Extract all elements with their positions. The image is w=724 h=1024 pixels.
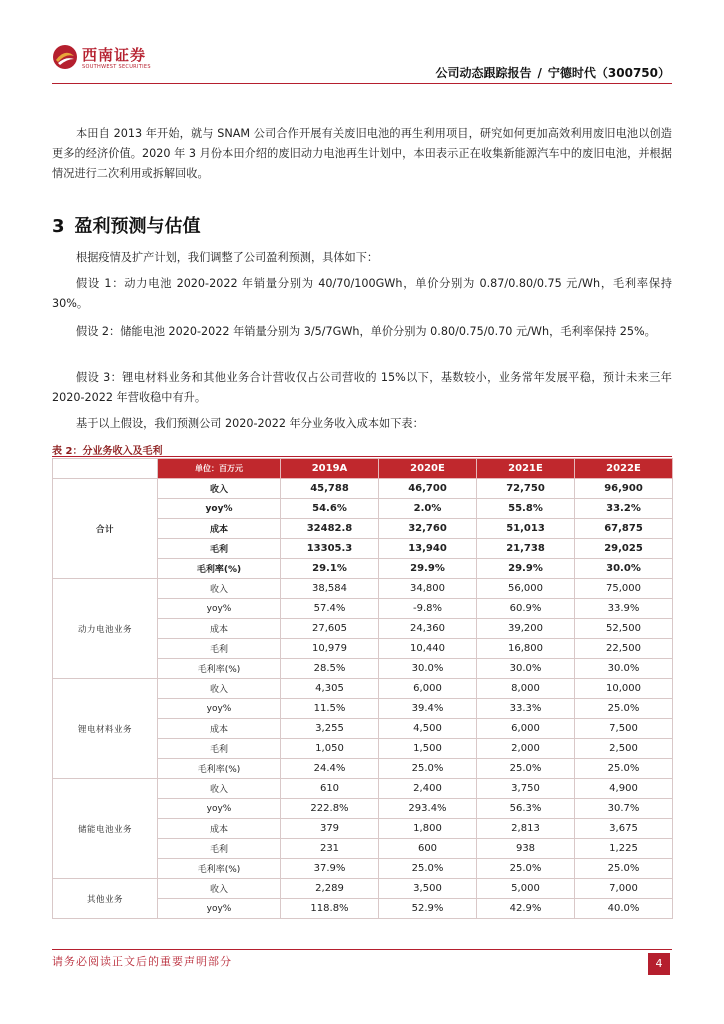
value-cell: 2,289 — [281, 879, 379, 899]
value-cell: 29,025 — [575, 539, 673, 559]
table-caption-divider — [52, 456, 672, 457]
value-cell: 40.0% — [575, 899, 673, 919]
value-cell: 2,400 — [379, 779, 477, 799]
value-cell: 4,500 — [379, 719, 477, 739]
value-cell: 33.2% — [575, 499, 673, 519]
value-cell: 10,000 — [575, 679, 673, 699]
metric-label-cell: 成本 — [158, 819, 281, 839]
metric-label-cell: 成本 — [158, 619, 281, 639]
value-cell: 34,800 — [379, 579, 477, 599]
value-cell: 30.0% — [575, 659, 673, 679]
value-cell: 600 — [379, 839, 477, 859]
paragraph-assumption-2: 假设 2：储能电池 2020-2022 年销量分别为 3/5/7GWh，单价分别为 0.80/0.75/0.70 元/Wh，毛利率保持 25%。 — [76, 325, 656, 338]
value-cell: 25.0% — [379, 859, 477, 879]
value-cell: 11.5% — [281, 699, 379, 719]
value-cell: 29.9% — [477, 559, 575, 579]
value-cell: 6,000 — [379, 679, 477, 699]
report-title — [435, 64, 670, 81]
value-cell: 52,500 — [575, 619, 673, 639]
metric-label-cell: yoy% — [158, 499, 281, 519]
value-cell: 2,500 — [575, 739, 673, 759]
metric-label-cell: 成本 — [158, 519, 281, 539]
value-cell: 7,500 — [575, 719, 673, 739]
value-cell: 56.3% — [477, 799, 575, 819]
value-cell: 39.4% — [379, 699, 477, 719]
metric-label-cell: yoy% — [158, 599, 281, 619]
value-cell: 25.0% — [477, 759, 575, 779]
table-row — [53, 579, 673, 599]
value-cell: 67,875 — [575, 519, 673, 539]
value-cell: 21,738 — [477, 539, 575, 559]
table-row — [53, 779, 673, 799]
segment-name-cell: 动力电池业务 — [53, 579, 158, 679]
metric-label-cell: 收入 — [158, 879, 281, 899]
header-year: 2022E — [575, 459, 673, 479]
metric-label-cell: 毛利率(%) — [158, 559, 281, 579]
value-cell: 39,200 — [477, 619, 575, 639]
header-blank-cell — [53, 459, 158, 479]
value-cell: 10,979 — [281, 639, 379, 659]
header-year: 2021E — [477, 459, 575, 479]
logo-chinese-name: 西南证券 — [82, 46, 147, 64]
value-cell: 29.9% — [379, 559, 477, 579]
footer-disclaimer: 请务必阅读正文后的重要声明部分 — [52, 955, 232, 968]
value-cell: 30.0% — [575, 559, 673, 579]
value-cell: 231 — [281, 839, 379, 859]
metric-label-cell: 毛利 — [158, 639, 281, 659]
value-cell: 54.6% — [281, 499, 379, 519]
value-cell: 3,675 — [575, 819, 673, 839]
metric-label-cell: 收入 — [158, 479, 281, 499]
company-logo — [52, 42, 162, 78]
value-cell: 3,750 — [477, 779, 575, 799]
value-cell: 30.0% — [379, 659, 477, 679]
segment-name-cell: 锂电材料业务 — [53, 679, 158, 779]
value-cell: 37.9% — [281, 859, 379, 879]
value-cell: 60.9% — [477, 599, 575, 619]
value-cell: 2,813 — [477, 819, 575, 839]
value-cell: 13305.3 — [281, 539, 379, 559]
paragraph-table-lead: 基于以上假设，我们预测公司 2020-2022 年分业务收入成本如下表： — [76, 417, 424, 430]
value-cell: 32,760 — [379, 519, 477, 539]
value-cell: 32482.8 — [281, 519, 379, 539]
value-cell: 610 — [281, 779, 379, 799]
value-cell: 51,013 — [477, 519, 575, 539]
footer-divider — [52, 949, 672, 950]
logo-mark-icon — [52, 44, 78, 70]
metric-label-cell: yoy% — [158, 899, 281, 919]
value-cell: 25.0% — [477, 859, 575, 879]
value-cell: 25.0% — [379, 759, 477, 779]
section-heading — [52, 212, 201, 238]
value-cell: 30.0% — [477, 659, 575, 679]
company-name: 宁德时代（300750） — [547, 66, 670, 80]
page-number: 4 — [648, 953, 670, 975]
header-year: 2019A — [281, 459, 379, 479]
segment-name-cell: 其他业务 — [53, 879, 158, 919]
header-year: 2020E — [379, 459, 477, 479]
value-cell: 938 — [477, 839, 575, 859]
metric-label-cell: 收入 — [158, 579, 281, 599]
value-cell: 3,255 — [281, 719, 379, 739]
table-caption: 表 2：分业务收入及毛利 — [52, 446, 163, 457]
value-cell: 1,800 — [379, 819, 477, 839]
segment-revenue-table — [52, 458, 673, 919]
value-cell: 118.8% — [281, 899, 379, 919]
value-cell: 46,700 — [379, 479, 477, 499]
value-cell: 1,500 — [379, 739, 477, 759]
table-row — [53, 479, 673, 499]
value-cell: 75,000 — [575, 579, 673, 599]
value-cell: 38,584 — [281, 579, 379, 599]
value-cell: 2.0% — [379, 499, 477, 519]
metric-label-cell: 收入 — [158, 679, 281, 699]
page-header — [0, 0, 724, 90]
value-cell: 2,000 — [477, 739, 575, 759]
value-cell: 6,000 — [477, 719, 575, 739]
value-cell: 25.0% — [575, 759, 673, 779]
header-unit: 单位：百万元 — [158, 459, 281, 479]
value-cell: 96,900 — [575, 479, 673, 499]
value-cell: 13,940 — [379, 539, 477, 559]
logo-english-name: SOUTHWEST SECURITIES — [82, 64, 151, 70]
value-cell: 222.8% — [281, 799, 379, 819]
value-cell: 8,000 — [477, 679, 575, 699]
value-cell: 56,000 — [477, 579, 575, 599]
section-title: 盈利预测与估值 — [74, 216, 201, 237]
report-type: 公司动态跟踪报告 — [435, 66, 532, 80]
section-number: 3 — [52, 216, 65, 237]
value-cell: 4,900 — [575, 779, 673, 799]
metric-label-cell: yoy% — [158, 799, 281, 819]
value-cell: 33.3% — [477, 699, 575, 719]
value-cell: 1,050 — [281, 739, 379, 759]
metric-label-cell: 毛利 — [158, 839, 281, 859]
title-separator: / — [537, 66, 542, 80]
value-cell: 7,000 — [575, 879, 673, 899]
header-divider — [52, 83, 672, 84]
paragraph-intro-forecast: 根据疫情及扩产计划，我们调整了公司盈利预测，具体如下： — [76, 251, 379, 264]
value-cell: 10,440 — [379, 639, 477, 659]
table-row — [53, 879, 673, 899]
value-cell: 27,605 — [281, 619, 379, 639]
value-cell: -9.8% — [379, 599, 477, 619]
metric-label-cell: 毛利 — [158, 539, 281, 559]
value-cell: 16,800 — [477, 639, 575, 659]
value-cell: 72,750 — [477, 479, 575, 499]
value-cell: 24.4% — [281, 759, 379, 779]
value-cell: 30.7% — [575, 799, 673, 819]
value-cell: 25.0% — [575, 859, 673, 879]
metric-label-cell: 收入 — [158, 779, 281, 799]
value-cell: 55.8% — [477, 499, 575, 519]
metric-label-cell: 毛利率(%) — [158, 659, 281, 679]
value-cell: 1,225 — [575, 839, 673, 859]
table-row — [53, 679, 673, 699]
value-cell: 24,360 — [379, 619, 477, 639]
value-cell: 57.4% — [281, 599, 379, 619]
value-cell: 379 — [281, 819, 379, 839]
segment-name-cell: 合计 — [53, 479, 158, 579]
value-cell: 293.4% — [379, 799, 477, 819]
intro-paragraph: 本田自 2013 年开始，就与 SNAM 公司合作开展有关废旧电池的再生利用项目，研究如何更加高效利用废旧电池以创造更多的经济价值。2020 年 3 月份本田介绍的废旧动力电池再生计划中，本田表示正在收集新能源汽车中的废旧电池，并根据情况进行二次利用或拆解回收。 — [52, 127, 672, 180]
value-cell: 5,000 — [477, 879, 575, 899]
metric-label-cell: yoy% — [158, 699, 281, 719]
value-cell: 42.9% — [477, 899, 575, 919]
metric-label-cell: 成本 — [158, 719, 281, 739]
value-cell: 25.0% — [575, 699, 673, 719]
value-cell: 33.9% — [575, 599, 673, 619]
value-cell: 28.5% — [281, 659, 379, 679]
paragraph-assumption-3: 假设 3：锂电材料业务和其他业务合计营收仅占公司营收的 15%以下，基数较小，业务常年发展平稳，预计未来三年 2020-2022 年营收稳中有升。 — [52, 371, 672, 404]
paragraph-assumption-1: 假设 1：动力电池 2020-2022 年销量分别为 40/70/100GWh，单价分别为 0.87/0.80/0.75 元/Wh，毛利率保持 30%。 — [52, 277, 672, 310]
segment-name-cell: 储能电池业务 — [53, 779, 158, 879]
value-cell: 45,788 — [281, 479, 379, 499]
value-cell: 4,305 — [281, 679, 379, 699]
table-header-row — [53, 459, 673, 479]
value-cell: 52.9% — [379, 899, 477, 919]
value-cell: 3,500 — [379, 879, 477, 899]
metric-label-cell: 毛利 — [158, 739, 281, 759]
metric-label-cell: 毛利率(%) — [158, 859, 281, 879]
value-cell: 29.1% — [281, 559, 379, 579]
metric-label-cell: 毛利率(%) — [158, 759, 281, 779]
value-cell: 22,500 — [575, 639, 673, 659]
